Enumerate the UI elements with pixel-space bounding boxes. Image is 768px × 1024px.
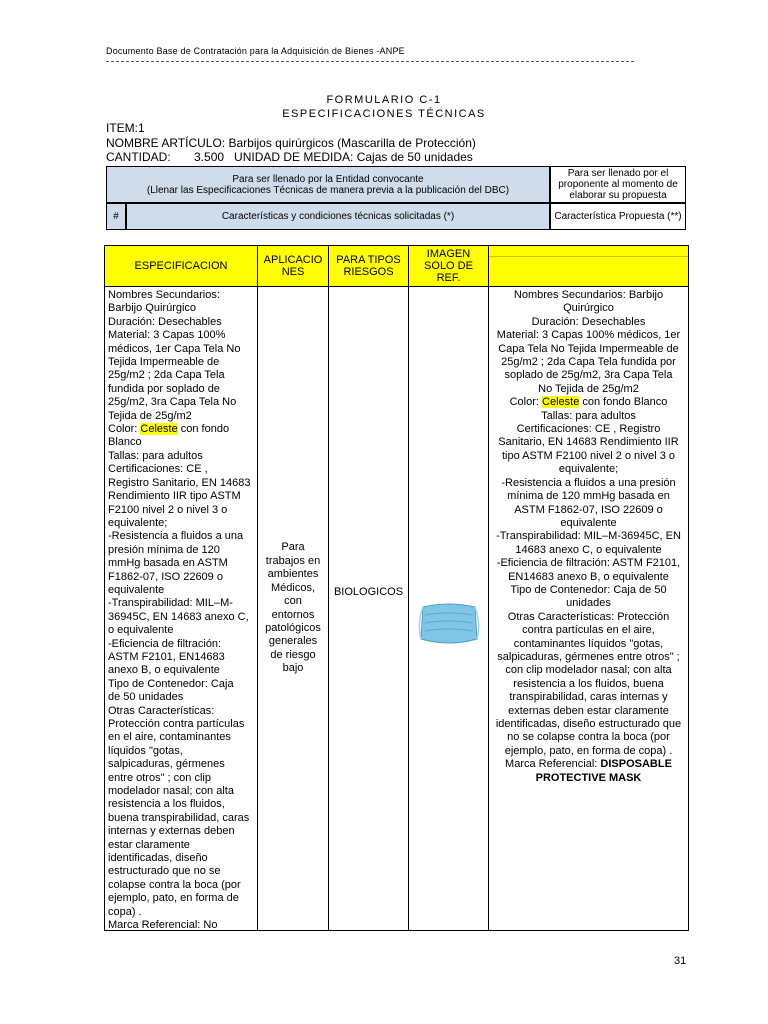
article-name-line: NOMBRE ARTÍCULO: Barbijos quirúrgicos (Mascarilla de Protección) — [106, 136, 476, 150]
spec-text-part1: Nombres Secundarios: Barbijo Quirúrgico Duración: Desechables Material: 3 Capas 100% médicos, 1er Capa Tela No Tejida Impermeable de 25g/m2 ; 2da Capa Tela fundida por soplado de 25g/m2, 3ra Capa Tela No Tejida de 25g/m2 Color: — [108, 289, 241, 436]
spec-color-highlight: Celeste — [140, 423, 178, 436]
specification-cell — [104, 286, 258, 931]
document-header: Documento Base de Contratación para la Adquisición de Bienes -ANPE — [106, 46, 405, 56]
quantity-line: CANTIDAD: 3.500 UNIDAD DE MEDIDA: Cajas de 50 unidades — [106, 150, 473, 164]
proposal-cell — [488, 286, 689, 931]
proposal-color-highlight: Celeste — [542, 396, 580, 409]
applications-cell: Para trabajos en ambientes Médicos, con entornos patológicos generales de riesgo bajo — [257, 286, 329, 931]
col-header-riesgos: PARA TIPOS RIESGOS — [328, 245, 409, 287]
proponent-heading: Para ser llenado por el proponente al momento de elaborar su propuesta — [550, 166, 686, 203]
header-inner-rule — [489, 256, 688, 257]
col-header-aplicaciones: APLICACIO NES — [257, 245, 329, 287]
risk-type-cell — [328, 286, 409, 931]
proposal-text-part2: con fondo Blanco Tallas: para adultos Certificaciones: CE , Registro Sanitario, EN 14683 Rendimiento IIR tipo ASTM F2100 nivel 2 o nivel 3 o equivalente; -Resistencia a fluidos a una presión mínima de 120 mmHg basada en ASTM F1862-07, ISO 22609 o equivalente -Transpirabilidad: MIL–M-36945C, EN 14683 anexo C, o equivalente -Eficiencia de filtración: ASTM F2101, EN14683 anexo B, o equivalente Tipo de Contenedor: Caja de 50 unidades Otras Características: Protección contra partículas en el aire, contaminantes líquidos "gotas, salpicaduras, gérmenes entre otros" ; con clip modelador nasal; con alta resistencia a los fluidos, buena transpirabilidad, caras internas y externas deben estar claramente identificadas, diseño estructurado que no se colapse contra la boca (por ejemplo, pato, en forma de copa) . Marca Referencial: — [495, 396, 682, 771]
col-header-propuesta — [488, 245, 689, 287]
requested-characteristics-header: Características y condiciones técnicas solicitadas (*) — [126, 203, 550, 230]
col-header-imagen: IMAGEN SOLO DE REF. — [408, 245, 489, 287]
surgical-mask-image — [417, 599, 481, 649]
form-title: FORMULARIO C-1 — [326, 94, 442, 106]
number-column-header: # — [106, 203, 126, 230]
proposal-brand: DISPOSABLE PROTECTIVE MASK — [535, 758, 672, 784]
item-line: ITEM:1 — [106, 121, 145, 135]
col-header-especificacion — [104, 245, 258, 287]
reference-image-cell — [408, 286, 489, 931]
proposal-text-part1: Nombres Secundarios: Barbijo Quirúrgico Duración: Desechables Material: 3 Capas 100% médicos, 1er Capa Tela No Tejida Impermeable de 25g/m2 ; 2da Capa Tela fundida por soplado de 25g/m2, 3ra Capa Tela No Tejida de 25g/m2 Color: — [496, 289, 681, 409]
entity-heading: Para ser llenado por la Entidad convocante (Llenar las Especificaciones Técnicas de manera previa a la publicación del DBC) — [106, 166, 550, 203]
spec-text-part2: con fondo Blanco Tallas: para adultos Certificaciones: CE , Registro Sanitario, EN 14683 Rendimiento IIR tipo ASTM F2100 nivel 2 o nivel 3 o equivalente; -Resistencia a fluidos a una presión mínima de 120 mmHg basada en ASTM F1862-07, ISO 22609 o equivalente -Transpirabilidad: MIL–M- 36945C, EN 14683 anexo C, o equivalente -Eficiencia de filtración: ASTM F2101, EN14683 anexo B, o equivalente Tipo de Contenedor: Caja de 50 unidades Otras Características: Protección contra partículas en el aire, contaminantes líquidos "gotas, salpicaduras, gérmenes entre otros" ; con clip modelador nasal; con alta resistencia a los fluidos, buena transpirabilidad, caras internas y externas deben estar claramente identificadas, diseño estructurado que no se colapse contra la boca (por ejemplo, pato, en forma de copa) . Marca Referencial: No — [108, 423, 251, 932]
form-subtitle: ESPECIFICACIONES TÉCNICAS — [282, 108, 486, 120]
risk-type-label: BIOLOGICOS — [333, 585, 404, 598]
page-number: 31 — [674, 955, 687, 967]
header-divider — [106, 61, 634, 62]
proposed-characteristic-header: Característica Propuesta (**) — [550, 203, 686, 230]
col-header-especificacion-label: ESPECIFICACION — [134, 260, 228, 272]
